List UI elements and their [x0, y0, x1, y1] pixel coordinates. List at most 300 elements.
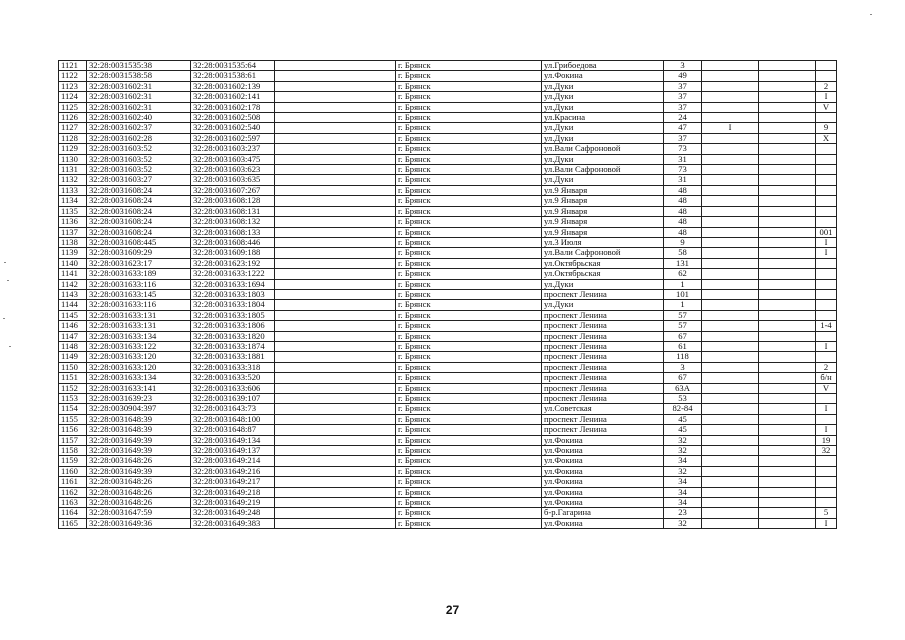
empty-cell-cell — [275, 279, 396, 289]
street-cell: проспект Ленина — [542, 425, 664, 435]
object-number-cell: 32:28:0031602:597 — [191, 133, 275, 143]
scan-speck — [3, 318, 5, 319]
house-number-cell: 57 — [664, 321, 702, 331]
city-cell: г. Брянск — [396, 144, 542, 154]
apartment-cell — [816, 165, 837, 175]
building-cell — [702, 185, 759, 195]
building-cell — [702, 404, 759, 414]
building-cell — [702, 227, 759, 237]
empty-cell-cell — [275, 435, 396, 445]
building-cell — [702, 61, 759, 71]
object-number-cell: 32:28:0031649:216 — [191, 466, 275, 476]
apartment-cell: I — [816, 425, 837, 435]
apartment-cell: 5 — [816, 508, 837, 518]
extra-cell — [759, 258, 816, 268]
table-row — [59, 373, 837, 383]
building-cell — [702, 518, 759, 528]
parcel-number-cell: 32:28:0031603:27 — [87, 175, 191, 185]
building-cell — [702, 81, 759, 91]
house-number-cell: 73 — [664, 165, 702, 175]
table-row — [59, 258, 837, 268]
extra-cell — [759, 487, 816, 497]
row-number-cell: 1164 — [59, 508, 87, 518]
street-cell: ул.Вали Сафроновой — [542, 248, 664, 258]
empty-cell-cell — [275, 144, 396, 154]
house-number-cell: 34 — [664, 498, 702, 508]
extra-cell — [759, 71, 816, 81]
parcel-number-cell: 32:28:0031603:52 — [87, 154, 191, 164]
city-cell: г. Брянск — [396, 71, 542, 81]
house-number-cell: 49 — [664, 71, 702, 81]
building-cell — [702, 321, 759, 331]
object-number-cell: 32:28:0031633:1820 — [191, 331, 275, 341]
street-cell: проспект Ленина — [542, 341, 664, 351]
extra-cell — [759, 165, 816, 175]
parcel-number-cell: 32:28:0031633:145 — [87, 289, 191, 299]
table-row — [59, 102, 837, 112]
apartment-cell — [816, 144, 837, 154]
street-cell: проспект Ленина — [542, 362, 664, 372]
city-cell: г. Брянск — [396, 61, 542, 71]
building-cell — [702, 383, 759, 393]
city-cell: г. Брянск — [396, 425, 542, 435]
extra-cell — [759, 466, 816, 476]
table-row — [59, 175, 837, 185]
building-cell — [702, 394, 759, 404]
city-cell: г. Брянск — [396, 331, 542, 341]
row-number-cell: 1161 — [59, 477, 87, 487]
object-number-cell: 32:28:0031603:237 — [191, 144, 275, 154]
empty-cell-cell — [275, 258, 396, 268]
city-cell: г. Брянск — [396, 227, 542, 237]
parcel-number-cell: 32:28:0031608:24 — [87, 196, 191, 206]
empty-cell-cell — [275, 113, 396, 123]
street-cell: проспект Ленина — [542, 321, 664, 331]
table-row — [59, 456, 837, 466]
object-number-cell: 32:28:0031602:178 — [191, 102, 275, 112]
street-cell: проспект Ленина — [542, 394, 664, 404]
apartment-cell: б/н — [816, 373, 837, 383]
row-number-cell: 1150 — [59, 362, 87, 372]
object-number-cell: 32:28:0031633:606 — [191, 383, 275, 393]
house-number-cell: 118 — [664, 352, 702, 362]
building-cell — [702, 300, 759, 310]
empty-cell-cell — [275, 217, 396, 227]
house-number-cell: 67 — [664, 331, 702, 341]
extra-cell — [759, 237, 816, 247]
table-row — [59, 237, 837, 247]
page-number: 27 — [445, 603, 460, 617]
city-cell: г. Брянск — [396, 92, 542, 102]
empty-cell-cell — [275, 196, 396, 206]
table-row — [59, 394, 837, 404]
row-number-cell: 1141 — [59, 269, 87, 279]
empty-cell-cell — [275, 165, 396, 175]
extra-cell — [759, 269, 816, 279]
parcel-number-cell: 32:28:0031648:26 — [87, 498, 191, 508]
empty-cell-cell — [275, 498, 396, 508]
city-cell: г. Брянск — [396, 165, 542, 175]
table-row — [59, 71, 837, 81]
house-number-cell: 73 — [664, 144, 702, 154]
street-cell: ул.Октябрьская — [542, 258, 664, 268]
parcel-number-cell: 32:28:0031608:24 — [87, 185, 191, 195]
object-number-cell: 32:28:0031602:139 — [191, 81, 275, 91]
empty-cell-cell — [275, 269, 396, 279]
street-cell: проспект Ленина — [542, 289, 664, 299]
object-number-cell: 32:28:0031649:134 — [191, 435, 275, 445]
extra-cell — [759, 477, 816, 487]
parcel-number-cell: 32:28:0031535:38 — [87, 61, 191, 71]
city-cell: г. Брянск — [396, 341, 542, 351]
object-number-cell: 32:28:0031633:1804 — [191, 300, 275, 310]
house-number-cell: 45 — [664, 425, 702, 435]
house-number-cell: 53 — [664, 394, 702, 404]
street-cell: ул.Вали Сафроновой — [542, 165, 664, 175]
house-number-cell: 63А — [664, 383, 702, 393]
row-number-cell: 1143 — [59, 289, 87, 299]
row-number-cell: 1157 — [59, 435, 87, 445]
apartment-cell — [816, 300, 837, 310]
empty-cell-cell — [275, 175, 396, 185]
row-number-cell: 1159 — [59, 456, 87, 466]
building-cell — [702, 508, 759, 518]
table-row — [59, 477, 837, 487]
house-number-cell: 131 — [664, 258, 702, 268]
table-row — [59, 133, 837, 143]
building-cell — [702, 456, 759, 466]
apartment-cell: 32 — [816, 446, 837, 456]
table-row — [59, 331, 837, 341]
house-number-cell: 82-84 — [664, 404, 702, 414]
table-row — [59, 61, 837, 71]
building-cell — [702, 165, 759, 175]
extra-cell — [759, 217, 816, 227]
object-number-cell: 32:28:0031608:131 — [191, 206, 275, 216]
city-cell: г. Брянск — [396, 175, 542, 185]
building-cell — [702, 446, 759, 456]
extra-cell — [759, 133, 816, 143]
apartment-cell: 2 — [816, 362, 837, 372]
table-row — [59, 269, 837, 279]
extra-cell — [759, 144, 816, 154]
object-number-cell: 32:28:0031633:1222 — [191, 269, 275, 279]
table-row — [59, 362, 837, 372]
object-number-cell: 32:28:0031603:475 — [191, 154, 275, 164]
parcel-number-cell: 32:28:0031633:189 — [87, 269, 191, 279]
city-cell: г. Брянск — [396, 487, 542, 497]
parcel-number-cell: 32:28:0031649:39 — [87, 446, 191, 456]
parcel-number-cell: 32:28:0031608:24 — [87, 227, 191, 237]
row-number-cell: 1149 — [59, 352, 87, 362]
table-row — [59, 487, 837, 497]
extra-cell — [759, 352, 816, 362]
street-cell: б-р.Гагарина — [542, 508, 664, 518]
city-cell: г. Брянск — [396, 321, 542, 331]
object-number-cell: 32:28:0031602:141 — [191, 92, 275, 102]
street-cell: ул.3 Июля — [542, 237, 664, 247]
street-cell: ул.Фокина — [542, 456, 664, 466]
empty-cell-cell — [275, 518, 396, 528]
street-cell: проспект Ленина — [542, 373, 664, 383]
row-number-cell: 1128 — [59, 133, 87, 143]
object-number-cell: 32:28:0031633:1805 — [191, 310, 275, 320]
object-number-cell: 32:28:0031623:192 — [191, 258, 275, 268]
house-number-cell: 1 — [664, 300, 702, 310]
extra-cell — [759, 154, 816, 164]
building-cell — [702, 425, 759, 435]
extra-cell — [759, 498, 816, 508]
apartment-cell — [816, 258, 837, 268]
building-cell — [702, 133, 759, 143]
apartment-cell: 2 — [816, 81, 837, 91]
parcel-number-cell: 32:28:0031602:31 — [87, 102, 191, 112]
street-cell: ул.Дуки — [542, 92, 664, 102]
scan-speck — [4, 262, 6, 263]
street-cell: ул.Дуки — [542, 102, 664, 112]
city-cell: г. Брянск — [396, 269, 542, 279]
extra-cell — [759, 123, 816, 133]
table-row — [59, 196, 837, 206]
building-cell — [702, 102, 759, 112]
object-number-cell: 32:28:0031633:1806 — [191, 321, 275, 331]
street-cell: ул.Дуки — [542, 123, 664, 133]
city-cell: г. Брянск — [396, 113, 542, 123]
table-row — [59, 435, 837, 445]
apartment-cell — [816, 206, 837, 216]
extra-cell — [759, 61, 816, 71]
city-cell: г. Брянск — [396, 435, 542, 445]
street-cell: проспект Ленина — [542, 310, 664, 320]
building-cell — [702, 258, 759, 268]
city-cell: г. Брянск — [396, 310, 542, 320]
apartment-cell — [816, 456, 837, 466]
city-cell: г. Брянск — [396, 477, 542, 487]
apartment-cell: I — [816, 237, 837, 247]
house-number-cell: 45 — [664, 414, 702, 424]
row-number-cell: 1124 — [59, 92, 87, 102]
city-cell: г. Брянск — [396, 404, 542, 414]
extra-cell — [759, 331, 816, 341]
table-row — [59, 498, 837, 508]
table-row — [59, 206, 837, 216]
empty-cell-cell — [275, 81, 396, 91]
extra-cell — [759, 435, 816, 445]
apartment-cell: 001 — [816, 227, 837, 237]
object-number-cell: 32:28:0031609:188 — [191, 248, 275, 258]
house-number-cell: 3 — [664, 362, 702, 372]
object-number-cell: 32:28:0031633:1874 — [191, 341, 275, 351]
empty-cell-cell — [275, 331, 396, 341]
object-number-cell: 32:28:0031648:87 — [191, 425, 275, 435]
row-number-cell: 1155 — [59, 414, 87, 424]
street-cell: ул.9 Января — [542, 227, 664, 237]
building-cell: I — [702, 123, 759, 133]
object-number-cell: 32:28:0031603:623 — [191, 165, 275, 175]
house-number-cell: 48 — [664, 185, 702, 195]
building-cell — [702, 154, 759, 164]
building-cell — [702, 498, 759, 508]
empty-cell-cell — [275, 185, 396, 195]
object-number-cell: 32:28:0031607:267 — [191, 185, 275, 195]
building-cell — [702, 269, 759, 279]
table-row — [59, 518, 837, 528]
parcel-number-cell: 32:28:0031648:39 — [87, 414, 191, 424]
parcel-number-cell: 32:28:0031648:26 — [87, 456, 191, 466]
table-row — [59, 81, 837, 91]
row-number-cell: 1133 — [59, 185, 87, 195]
extra-cell — [759, 394, 816, 404]
street-cell: ул.9 Января — [542, 217, 664, 227]
empty-cell-cell — [275, 237, 396, 247]
table-row — [59, 92, 837, 102]
parcel-number-cell: 32:28:0031633:134 — [87, 373, 191, 383]
row-number-cell: 1134 — [59, 196, 87, 206]
parcel-number-cell: 32:28:0031649:36 — [87, 518, 191, 528]
city-cell: г. Брянск — [396, 456, 542, 466]
object-number-cell: 32:28:0031649:217 — [191, 477, 275, 487]
empty-cell-cell — [275, 373, 396, 383]
row-number-cell: 1131 — [59, 165, 87, 175]
building-cell — [702, 331, 759, 341]
city-cell: г. Брянск — [396, 237, 542, 247]
house-number-cell: 101 — [664, 289, 702, 299]
row-number-cell: 1162 — [59, 487, 87, 497]
extra-cell — [759, 414, 816, 424]
parcel-number-cell: 32:28:0031647:59 — [87, 508, 191, 518]
empty-cell-cell — [275, 362, 396, 372]
city-cell: г. Брянск — [396, 102, 542, 112]
apartment-cell — [816, 477, 837, 487]
building-cell — [702, 237, 759, 247]
empty-cell-cell — [275, 456, 396, 466]
city-cell: г. Брянск — [396, 446, 542, 456]
object-number-cell: 32:28:0031603:635 — [191, 175, 275, 185]
table-row — [59, 279, 837, 289]
house-number-cell: 34 — [664, 487, 702, 497]
extra-cell — [759, 341, 816, 351]
building-cell — [702, 206, 759, 216]
parcel-number-cell: 32:28:0031602:31 — [87, 81, 191, 91]
apartment-cell: I — [816, 248, 837, 258]
empty-cell-cell — [275, 466, 396, 476]
extra-cell — [759, 206, 816, 216]
street-cell: ул.Октябрьская — [542, 269, 664, 279]
apartment-cell — [816, 217, 837, 227]
scan-speck — [7, 280, 9, 281]
empty-cell-cell — [275, 102, 396, 112]
object-number-cell: 32:28:0031535:64 — [191, 61, 275, 71]
empty-cell-cell — [275, 61, 396, 71]
parcel-number-cell: 32:28:0031649:39 — [87, 466, 191, 476]
row-number-cell: 1126 — [59, 113, 87, 123]
street-cell: проспект Ленина — [542, 414, 664, 424]
parcel-number-cell: 32:28:0031608:445 — [87, 237, 191, 247]
parcel-number-cell: 32:28:0031623:17 — [87, 258, 191, 268]
house-number-cell: 67 — [664, 373, 702, 383]
parcel-number-cell: 32:28:0031648:39 — [87, 425, 191, 435]
extra-cell — [759, 113, 816, 123]
city-cell: г. Брянск — [396, 518, 542, 528]
parcel-number-cell: 32:28:0031602:40 — [87, 113, 191, 123]
parcel-number-cell: 32:28:0031608:24 — [87, 217, 191, 227]
parcel-number-cell: 32:28:0031633:131 — [87, 321, 191, 331]
row-number-cell: 1122 — [59, 71, 87, 81]
object-number-cell: 32:28:0031608:133 — [191, 227, 275, 237]
city-cell: г. Брянск — [396, 466, 542, 476]
empty-cell-cell — [275, 508, 396, 518]
parcel-number-cell: 32:28:0031633:120 — [87, 352, 191, 362]
city-cell: г. Брянск — [396, 394, 542, 404]
building-cell — [702, 196, 759, 206]
extra-cell — [759, 279, 816, 289]
apartment-cell — [816, 487, 837, 497]
street-cell: проспект Ленина — [542, 352, 664, 362]
empty-cell-cell — [275, 425, 396, 435]
apartment-cell — [816, 279, 837, 289]
object-number-cell: 32:28:0031538:61 — [191, 71, 275, 81]
empty-cell-cell — [275, 248, 396, 258]
apartment-cell — [816, 175, 837, 185]
city-cell: г. Брянск — [396, 185, 542, 195]
empty-cell-cell — [275, 352, 396, 362]
empty-cell-cell — [275, 123, 396, 133]
extra-cell — [759, 362, 816, 372]
parcel-number-cell: 32:28:0031633:141 — [87, 383, 191, 393]
table-row — [59, 185, 837, 195]
apartment-cell: I — [816, 341, 837, 351]
parcel-number-cell: 32:28:0031602:28 — [87, 133, 191, 143]
empty-cell-cell — [275, 404, 396, 414]
empty-cell-cell — [275, 446, 396, 456]
house-number-cell: 3 — [664, 61, 702, 71]
street-cell: ул.Фокина — [542, 518, 664, 528]
row-number-cell: 1129 — [59, 144, 87, 154]
house-number-cell: 37 — [664, 81, 702, 91]
object-number-cell: 32:28:0031633:1881 — [191, 352, 275, 362]
building-cell — [702, 175, 759, 185]
street-cell: ул.Фокина — [542, 71, 664, 81]
parcel-number-cell: 32:28:0031633:120 — [87, 362, 191, 372]
scan-speck — [9, 346, 11, 347]
extra-cell — [759, 456, 816, 466]
city-cell: г. Брянск — [396, 123, 542, 133]
empty-cell-cell — [275, 206, 396, 216]
house-number-cell: 62 — [664, 269, 702, 279]
house-number-cell: 34 — [664, 456, 702, 466]
city-cell: г. Брянск — [396, 289, 542, 299]
table-row — [59, 466, 837, 476]
house-number-cell: 57 — [664, 310, 702, 320]
city-cell: г. Брянск — [396, 414, 542, 424]
apartment-cell — [816, 289, 837, 299]
street-cell: ул.Советская — [542, 404, 664, 414]
row-number-cell: 1121 — [59, 61, 87, 71]
apartment-cell: I — [816, 404, 837, 414]
house-number-cell: 37 — [664, 133, 702, 143]
extra-cell — [759, 248, 816, 258]
apartment-cell: I — [816, 92, 837, 102]
table-row — [59, 352, 837, 362]
row-number-cell: 1163 — [59, 498, 87, 508]
street-cell: ул.Фокина — [542, 487, 664, 497]
register-table — [58, 60, 837, 529]
object-number-cell: 32:28:0031643:73 — [191, 404, 275, 414]
city-cell: г. Брянск — [396, 373, 542, 383]
object-number-cell: 32:28:0031608:446 — [191, 237, 275, 247]
street-cell: ул.Фокина — [542, 466, 664, 476]
row-number-cell: 1140 — [59, 258, 87, 268]
